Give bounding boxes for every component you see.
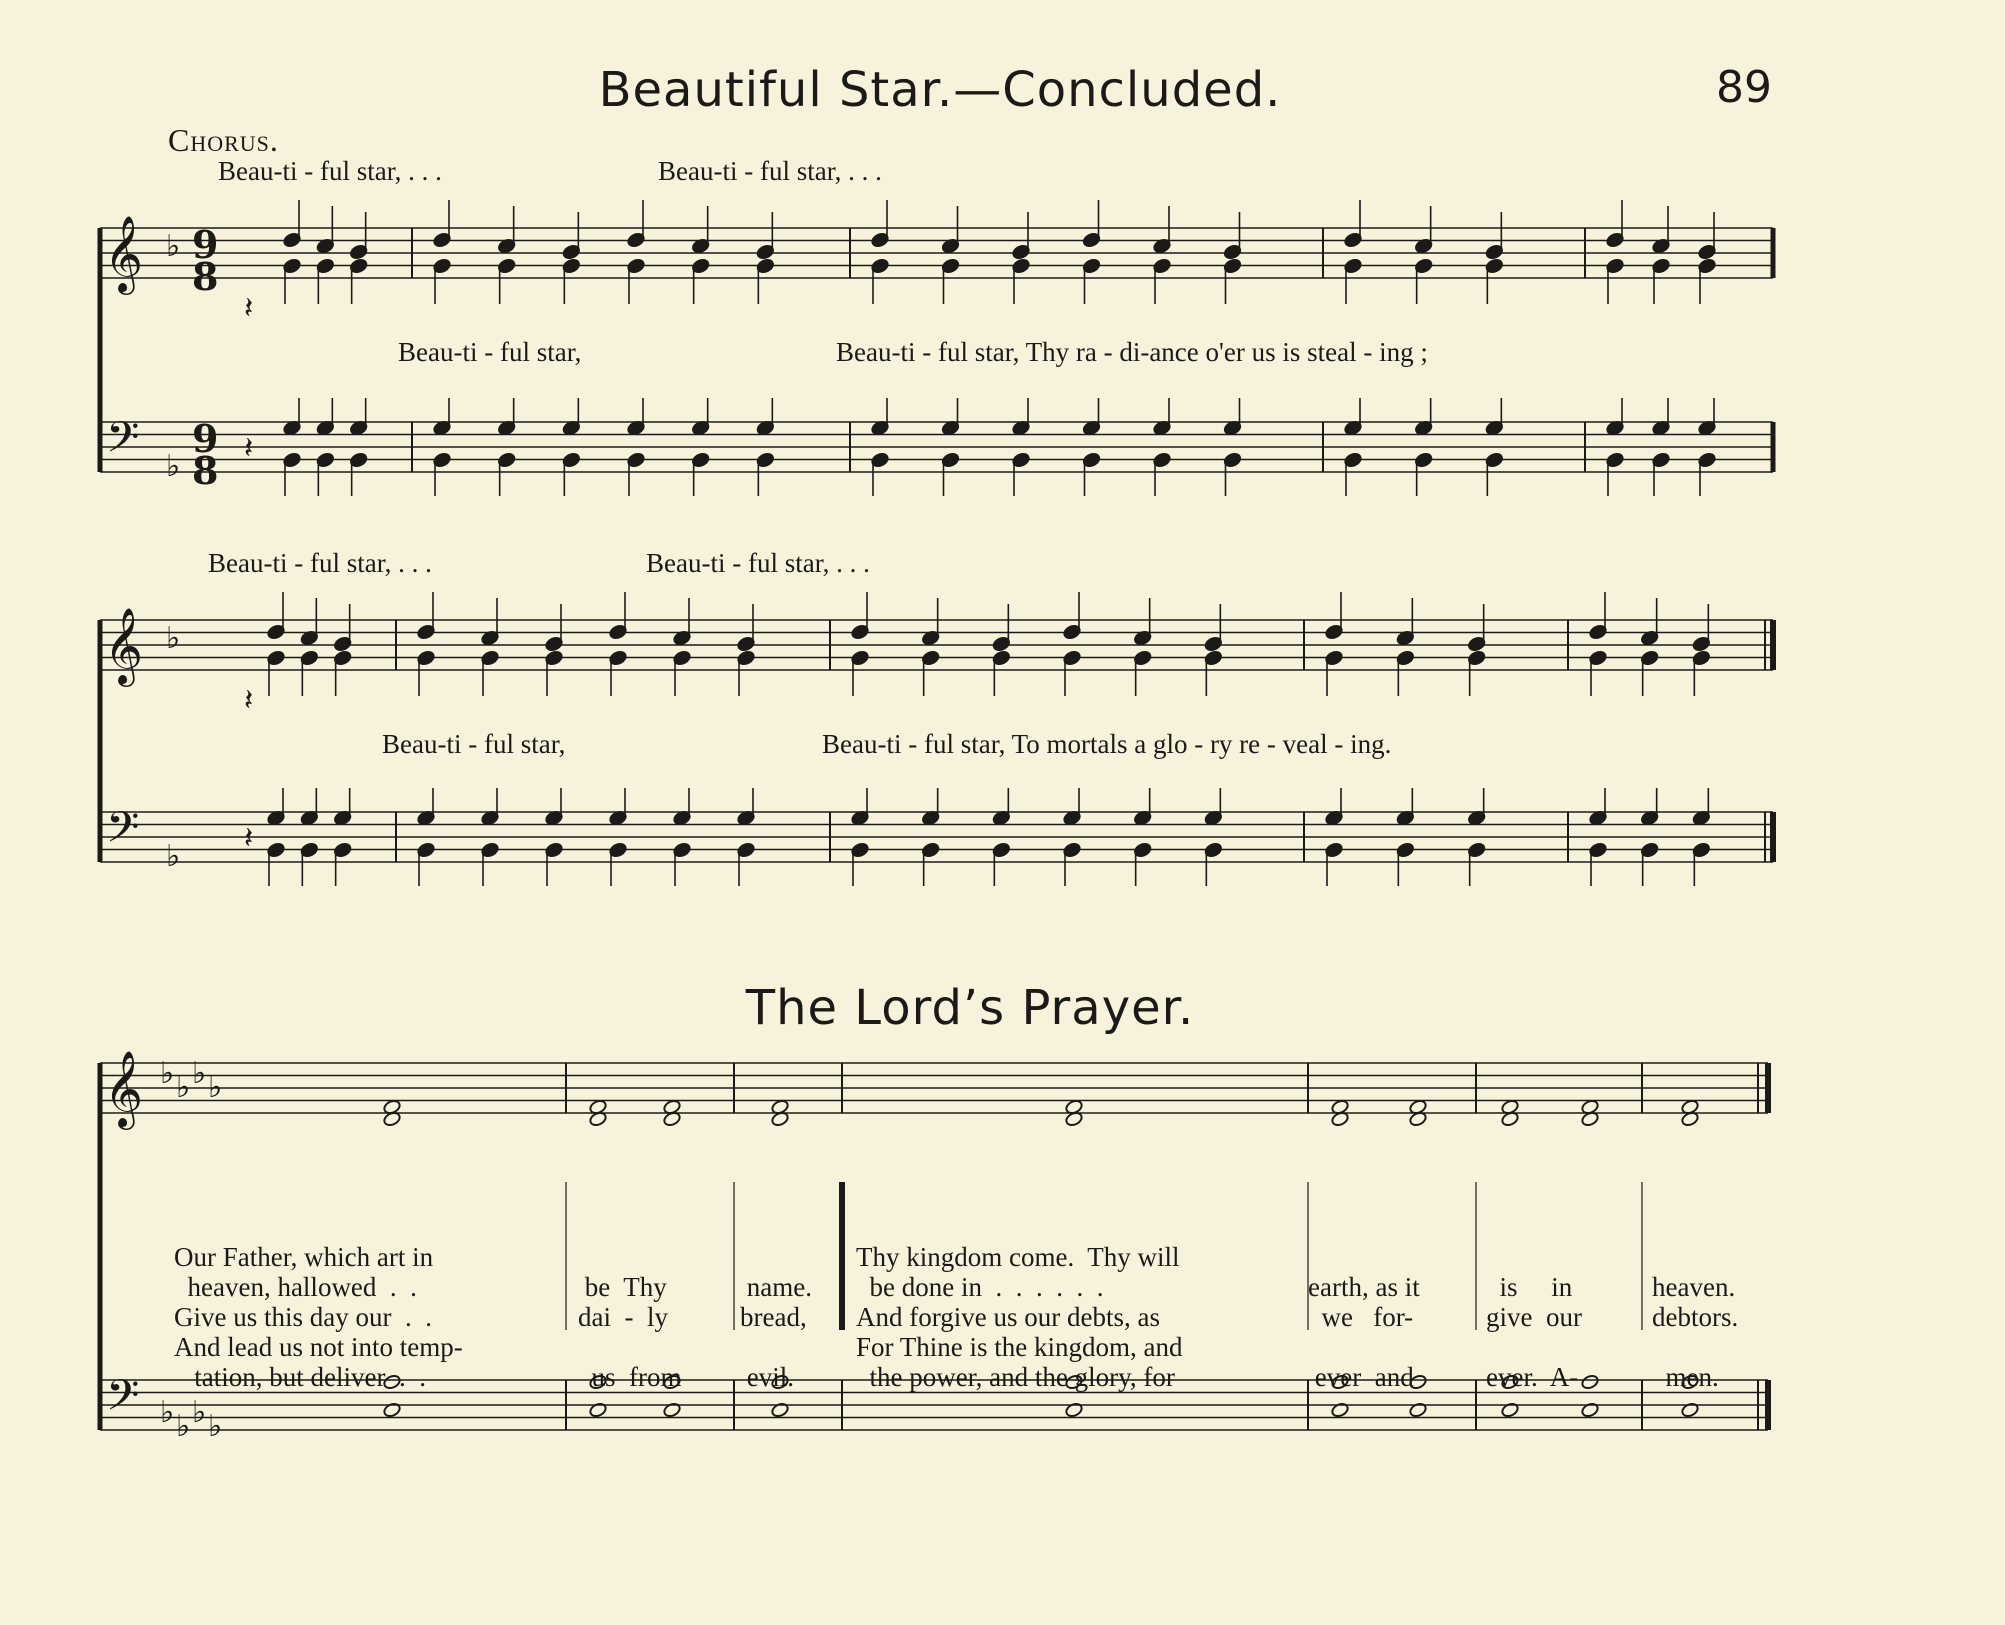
note-head (662, 1402, 681, 1419)
lyric-line: Beau-ti - ful star, . . . (218, 156, 442, 186)
lyric-line: Beau-ti - ful star, To mortals a glo - ry re - veal - ing. (822, 729, 1392, 759)
note-head (1500, 1374, 1519, 1391)
flat-icon: ♭ (166, 229, 181, 264)
note-head (1580, 1402, 1599, 1419)
clef-icon: 𝄞 (104, 215, 144, 292)
time-signature: 8 (192, 448, 219, 493)
clef-icon: 𝄞 (104, 607, 144, 684)
chorus-label: Chorus. (168, 122, 279, 158)
flat-icon: ♭ (192, 1395, 207, 1430)
rest-icon: 𝄽 (244, 683, 254, 718)
note-head (1680, 1402, 1699, 1419)
note-head (1408, 1374, 1427, 1391)
prayer-text-column: earth, as it we for- ever and (1308, 1272, 1420, 1392)
clef-icon: 𝄞 (104, 1050, 144, 1127)
note-head (1500, 1402, 1519, 1419)
note-head (588, 1374, 607, 1391)
lyric-line: Beau-ti - ful star, Thy ra - di-ance o'er us is steal - ing ; (836, 337, 1428, 367)
lyric-line: Beau-ti - ful star, . . . (646, 548, 870, 578)
rest-icon: 𝄽 (244, 431, 254, 466)
note-head (1064, 1402, 1083, 1419)
flat-icon: ♭ (176, 1070, 191, 1105)
note-head (1330, 1402, 1349, 1419)
lyric-line: Beau-ti - ful star, . . . (208, 548, 432, 578)
note-head (1680, 1374, 1699, 1391)
lyric-line: Beau-ti - ful star, (398, 337, 582, 367)
note-head (770, 1402, 789, 1419)
prayer-text-column: name. bread, evil. (740, 1272, 812, 1392)
note-head (1330, 1374, 1349, 1391)
time-signature: 9 (192, 222, 219, 267)
rest-icon: 𝄽 (244, 821, 254, 856)
note-head (1408, 1402, 1427, 1419)
rest-icon: 𝄽 (244, 291, 254, 326)
note-head (382, 1374, 401, 1391)
time-signature: 9 (192, 416, 219, 461)
page-title: Beautiful Star.—Concluded. (598, 62, 1282, 118)
lyric-line: Beau-ti - ful star, . . . (658, 156, 882, 186)
lyric-line: Beau-ti - ful star, (382, 729, 566, 759)
prayer-text-column: Thy kingdom come. Thy will be done in . . . . . . And forgive us our debts, as For Thine is the kingdom, and the power, and the glory, for (856, 1242, 1183, 1392)
flat-icon: ♭ (208, 1070, 223, 1105)
note-head (382, 1402, 401, 1419)
flat-icon: ♭ (176, 1409, 191, 1444)
prayer-text-column: is in give our ever. A- (1486, 1272, 1582, 1392)
note-head (770, 1374, 789, 1391)
prayer-text-column: heaven. debtors. men. (1652, 1272, 1739, 1392)
note-head (1064, 1374, 1083, 1391)
note-head (662, 1374, 681, 1391)
flat-icon: ♭ (160, 1056, 175, 1091)
clef-icon: 𝄢 (106, 1371, 140, 1431)
flat-icon: ♭ (208, 1409, 223, 1444)
clef-icon: 𝄢 (106, 413, 140, 473)
flat-icon: ♭ (160, 1395, 175, 1430)
note-head (1580, 1374, 1599, 1391)
clef-icon: 𝄢 (106, 803, 140, 863)
flat-icon: ♭ (166, 449, 181, 484)
prayer-text-column: be Thy dai - ly us from (578, 1272, 682, 1392)
time-signature: 8 (192, 254, 219, 299)
page-number: 89 (1716, 62, 1772, 113)
prayer-text-column: Our Father, which art in heaven, hallowed . . Give us this day our . . And lead us not into temp- tation, but deliver . . (174, 1242, 463, 1392)
flat-icon: ♭ (192, 1056, 207, 1091)
note-head (588, 1402, 607, 1419)
flat-icon: ♭ (166, 621, 181, 656)
section-title: The Lord’s Prayer. (745, 980, 1195, 1036)
flat-icon: ♭ (166, 839, 181, 874)
